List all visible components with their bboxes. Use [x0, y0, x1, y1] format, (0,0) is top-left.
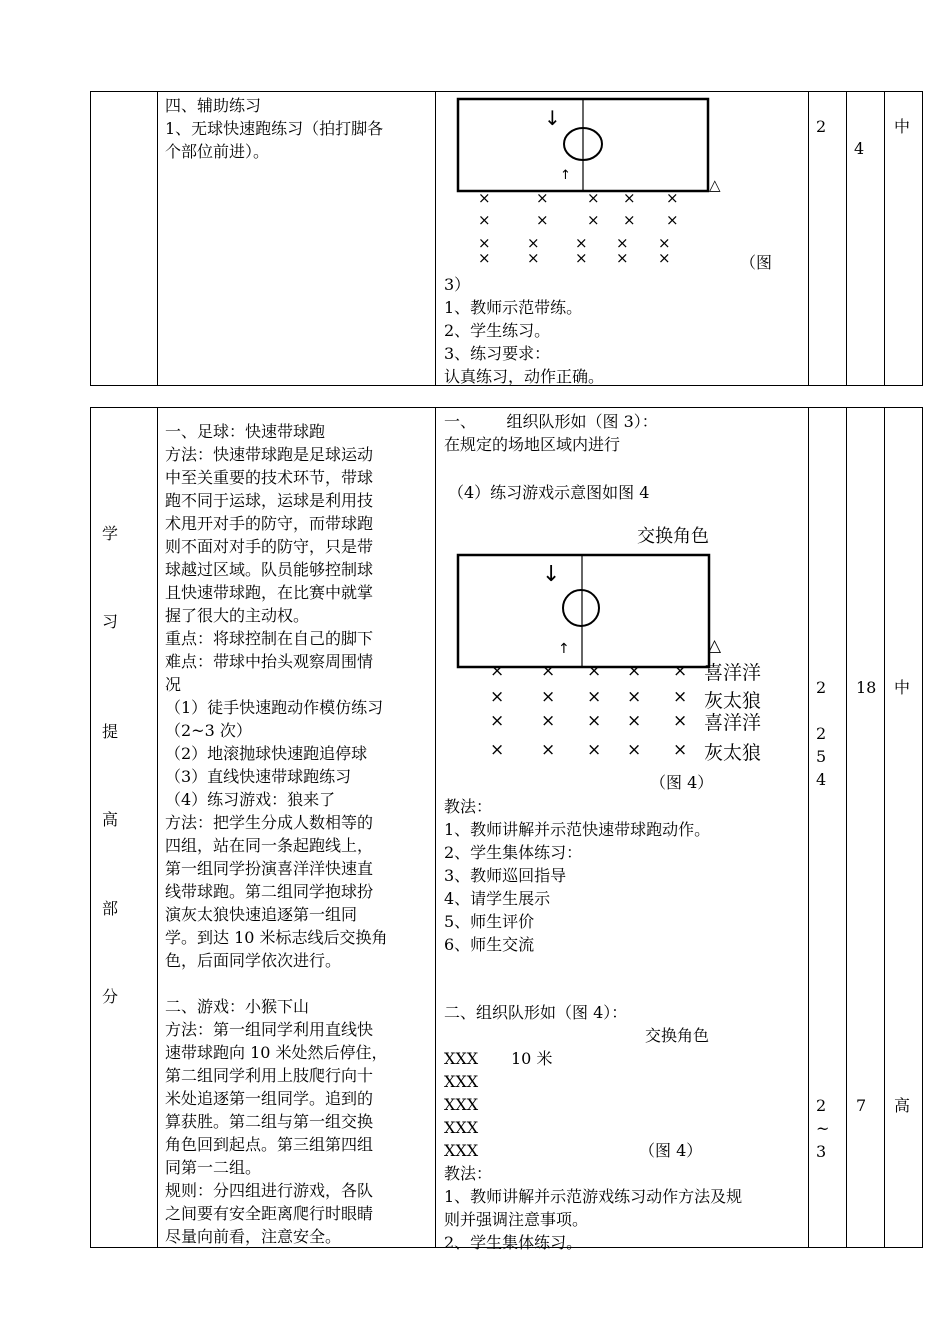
student-marker-icon: ×	[478, 211, 491, 229]
teach-line: 2、学生集体练习。	[444, 1233, 583, 1252]
center-circle	[563, 590, 599, 626]
count-value: 4	[816, 770, 827, 789]
student-marker-icon: ×	[490, 687, 505, 707]
content-line: 个部位前进）。	[165, 142, 270, 161]
teach-line: 4、请学生展示	[444, 889, 551, 908]
student-marker-icon: ×	[575, 234, 588, 252]
student-marker-icon: ×	[587, 661, 602, 681]
teach-line: 1、教师讲解并示范快速带球跑动作。	[444, 820, 711, 839]
count-value: ~	[816, 1119, 830, 1138]
content-line: 线带球跑。第二组同学抱球扮	[165, 882, 374, 901]
count-value: 2	[816, 117, 827, 136]
content-line: 球越过区域。队员能够控制球	[165, 560, 374, 579]
figure-caption: （图 4）	[650, 773, 714, 792]
org2-swap-label: 交换角色	[645, 1026, 710, 1045]
time-value: 18	[856, 678, 877, 697]
content-line: 方法：把学生分成人数相等的	[165, 813, 374, 832]
formation-row: XXX	[444, 1072, 479, 1091]
method-line: 在规定的场地区域内进行	[444, 435, 621, 454]
content-line: 难点：带球中抬头观察周围情	[165, 652, 374, 671]
arrow-down-icon: ↓	[542, 562, 561, 587]
count-value: 5	[816, 747, 827, 766]
teacher-triangle-icon: △	[709, 176, 721, 194]
method-line: 2、学生练习。	[444, 321, 551, 340]
intensity-value: 中	[894, 117, 911, 136]
section-char: 部	[102, 899, 119, 918]
content-line: （2）地滚抛球快速跑追停球	[165, 744, 368, 763]
student-marker-icon: ×	[587, 740, 602, 760]
method-cell	[444, 273, 804, 388]
content-line: 速带球跑向 10 米处然后停住，	[165, 1043, 388, 1062]
table-auxiliary-practice	[90, 91, 923, 386]
student-marker-icon: ×	[527, 234, 540, 252]
content-line: 算获胜。第二组与第一组交换	[165, 1112, 374, 1131]
teacher-triangle-icon: △	[708, 636, 722, 656]
content-line: （3）直线快速带球跑练习	[165, 767, 352, 786]
count-values	[816, 676, 840, 791]
count-values	[816, 1094, 840, 1163]
time-value: 4	[854, 139, 865, 158]
student-marker-icon: ×	[541, 740, 556, 760]
content-line: 1、无球快速跑练习（拍打脚各	[165, 119, 384, 138]
formation-row: XXX	[444, 1049, 479, 1068]
figure-caption: （图 4）	[639, 1141, 703, 1160]
section-char: 分	[102, 987, 119, 1006]
student-marker-icon: ×	[666, 189, 679, 207]
time-value: 7	[856, 1096, 867, 1115]
count-value: 3	[816, 1142, 827, 1161]
content-line: 跑不同于运球，运球是利用技	[165, 491, 374, 510]
student-marker-icon: ×	[575, 249, 588, 267]
teach-line: 教法：	[444, 1164, 493, 1183]
content-line: 二、游戏：小猴下山	[165, 997, 310, 1016]
teach-cell	[444, 795, 804, 956]
student-marker-icon: ×	[616, 234, 629, 252]
student-marker-icon: ×	[587, 189, 600, 207]
content-line: 四、辅助练习	[165, 96, 262, 115]
formation-row: XXX	[444, 1095, 479, 1114]
student-marker-icon: ×	[541, 711, 556, 731]
content-line: 握了很大的主动权。	[165, 606, 310, 625]
role-label: 灰太狼	[704, 742, 762, 764]
teach-line: 教法：	[444, 797, 493, 816]
org2-title: 二、组织队形如（图 4）：	[444, 1003, 628, 1022]
role-label: 喜洋洋	[704, 712, 762, 734]
method-line: 3、练习要求：	[444, 344, 551, 363]
student-marker-icon: ×	[627, 661, 642, 681]
count-value: 2	[816, 1096, 827, 1115]
section-char: 高	[102, 810, 119, 829]
figure-caption: 3）	[444, 275, 471, 294]
student-marker-icon: ×	[587, 711, 602, 731]
content-line: 规则：分四组进行游戏，各队	[165, 1181, 374, 1200]
formation-row: XXX	[444, 1141, 479, 1160]
student-marker-icon: ×	[587, 687, 602, 707]
content-line: 之间要有安全距离爬行时眼睛	[165, 1204, 374, 1223]
student-marker-icon: ×	[490, 711, 505, 731]
content-line: 四组，站在同一条起跑线上，	[165, 836, 374, 855]
content-line: 且快速带球跑，在比赛中就掌	[165, 583, 374, 602]
method-top-cell	[444, 410, 804, 456]
arrow-down-icon: ↓	[544, 106, 561, 130]
content-line: 第二组同学利用上肢爬行向十	[165, 1066, 374, 1085]
student-marker-icon: ×	[478, 234, 491, 252]
game-caption: （4）练习游戏示意图如图 4	[448, 483, 650, 502]
count-value: 2	[816, 678, 827, 697]
formation-row: XXX	[444, 1118, 479, 1137]
student-marker-icon: ×	[541, 661, 556, 681]
method-line: 一、 组织队形如（图 3）：	[444, 412, 658, 431]
student-marker-icon: ×	[587, 211, 600, 229]
teach-line: 5、师生评价	[444, 912, 535, 931]
intensity-value: 中	[894, 678, 911, 697]
content-cell	[165, 420, 433, 1248]
method-line: 认真练习，动作正确。	[444, 367, 605, 386]
student-marker-icon: ×	[673, 740, 688, 760]
arrow-up-icon: ↑	[558, 641, 570, 657]
student-marker-icon: ×	[673, 687, 688, 707]
student-marker-icon: ×	[536, 189, 549, 207]
arrow-up-icon: ↑	[560, 168, 571, 183]
field-boundary	[458, 555, 709, 667]
section-char: 提	[102, 722, 119, 741]
student-marker-icon: ×	[478, 249, 491, 267]
content-line: 一、足球：快速带球跑	[165, 422, 326, 441]
student-marker-icon: ×	[536, 211, 549, 229]
content-line: 中至关重要的技术环节，带球	[165, 468, 374, 487]
student-marker-icon: ×	[658, 249, 671, 267]
swap-roles-label: 交换角色	[637, 526, 709, 547]
content-line	[165, 972, 433, 995]
content-line: （1）徒手快速跑动作模仿练习	[165, 698, 384, 717]
content-line: （4）练习游戏：狼来了	[165, 790, 336, 809]
content-line: 尽量向前看，注意安全。	[165, 1227, 342, 1246]
student-marker-icon: ×	[541, 687, 556, 707]
content-line: 况	[165, 675, 182, 694]
student-marker-icon: ×	[673, 711, 688, 731]
student-marker-icon: ×	[627, 711, 642, 731]
teach-line: 3、教师巡回指导	[444, 866, 567, 885]
student-marker-icon: ×	[490, 661, 505, 681]
distance-label: 10 米	[511, 1049, 553, 1068]
role-label: 灰太狼	[704, 690, 762, 712]
teach-line: 则并强调注意事项。	[444, 1210, 589, 1229]
section-char: 学	[102, 524, 119, 543]
student-marker-icon: ×	[616, 249, 629, 267]
table-learning-improvement	[90, 407, 923, 1252]
intensity-value: 高	[894, 1096, 911, 1115]
content-line: 重点：将球控制在自己的脚下	[165, 629, 374, 648]
student-marker-icon: ×	[666, 211, 679, 229]
student-marker-icon: ×	[673, 661, 688, 681]
figure-4-field-diagram	[444, 518, 804, 792]
student-marker-icon: ×	[623, 211, 636, 229]
role-label: 喜洋洋	[704, 662, 762, 684]
teach-line: 2、学生集体练习：	[444, 843, 583, 862]
count-value: 2	[816, 724, 827, 743]
content-line: 角色回到起点。第三组第四组	[165, 1135, 374, 1154]
student-marker-icon: ×	[623, 189, 636, 207]
content-line: 学。到达 10 米标志线后交换角	[165, 928, 388, 947]
student-marker-icon: ×	[627, 740, 642, 760]
student-marker-icon: ×	[658, 234, 671, 252]
figure-3-field-diagram	[444, 92, 804, 277]
content-line: 演灰太狼快速追逐第一组同	[165, 905, 358, 924]
content-line: 米处追逐第一组同学。追到的	[165, 1089, 374, 1108]
figure-caption: （图	[740, 253, 773, 272]
content-line: 术甩开对手的防守，而带球跑	[165, 514, 374, 533]
teach-line: 1、教师讲解并示范游戏练习动作方法及规	[444, 1187, 743, 1206]
content-line: 第一组同学扮演喜洋洋快速直	[165, 859, 374, 878]
content-line: 则不面对对手的防守，只是带	[165, 537, 374, 556]
student-marker-icon: ×	[490, 740, 505, 760]
content-line: （2~3 次）	[165, 721, 252, 740]
student-marker-icon: ×	[527, 249, 540, 267]
student-marker-icon: ×	[627, 687, 642, 707]
count-value	[816, 699, 840, 722]
content-line: 方法：快速带球跑是足球运动	[165, 445, 374, 464]
content-line: 色，后面同学依次进行。	[165, 951, 342, 970]
method-line: 1、教师示范带练。	[444, 298, 583, 317]
teach2-cell	[444, 1162, 806, 1254]
student-marker-icon: ×	[478, 189, 491, 207]
content-line: 方法：第一组同学利用直线快	[165, 1020, 374, 1039]
content-line: 同第一二组。	[165, 1158, 262, 1177]
teach-line: 6、师生交流	[444, 935, 535, 954]
section-char: 习	[102, 612, 119, 631]
content-cell	[165, 94, 433, 163]
